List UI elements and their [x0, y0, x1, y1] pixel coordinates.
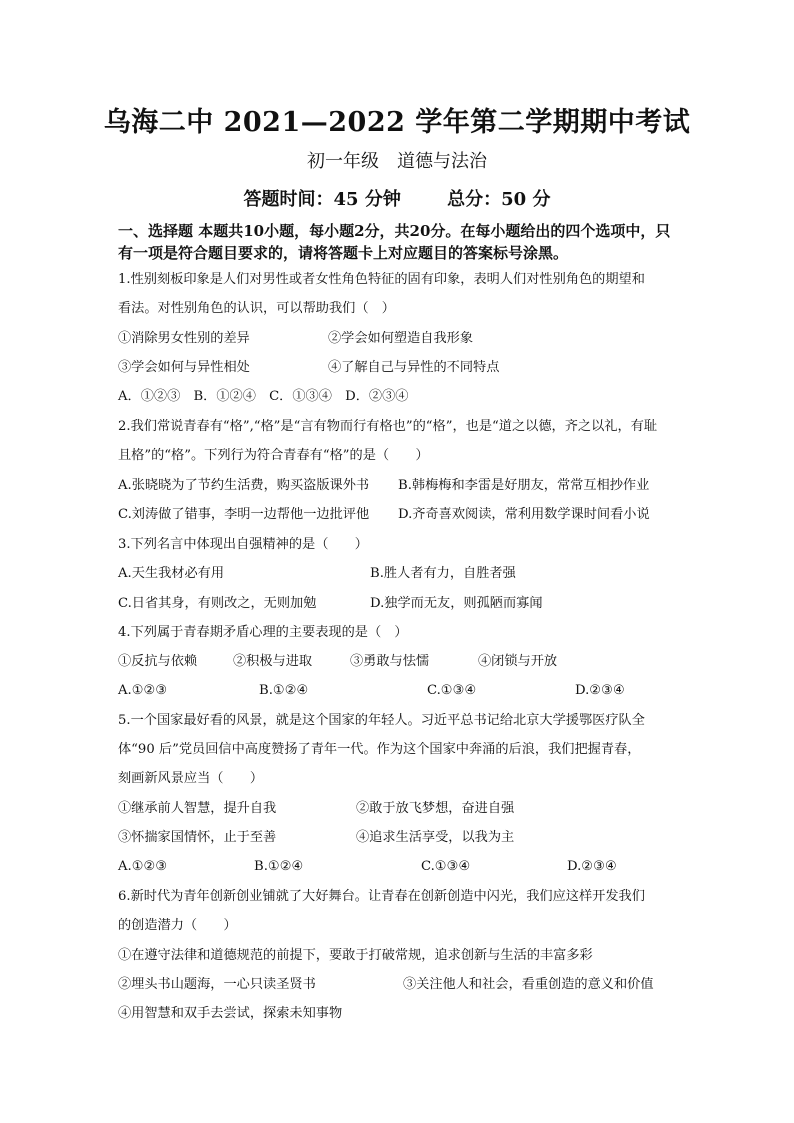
- q2-choice-c: C.刘涛做了错事，李明一边帮他一边批评他: [118, 507, 370, 522]
- q4-option-1: ①反抗与依赖: [118, 654, 198, 669]
- q6-option-3: ③关注他人和社会，看重创造的意义和价值: [403, 977, 654, 992]
- q2-stem-line2: 且格”的“格”。下列行为符合青春有“格”的是（ ）: [118, 448, 429, 463]
- q4-stem: 4.下列属于青春期矛盾心理的主要表现的是（ ）: [118, 625, 408, 640]
- q1-stem-line1: 1.性别刻板印象是人们对男性或者女性角色特征的固有印象，表明人们对性别角色的期望和: [118, 272, 645, 287]
- exam-time-score: [0, 185, 794, 211]
- q5-choice-b: B.①②④: [254, 859, 304, 874]
- q6-option-2: ②埋头书山题海，一心只读圣贤书: [118, 977, 316, 992]
- q1-option-4: ④了解自己与异性的不同特点: [328, 360, 500, 375]
- q3-choice-b: B.胜人者有力，自胜者强: [370, 566, 516, 581]
- exam-total-score: 总分：50 分: [447, 189, 551, 210]
- exam-time: 答题时间：45 分钟: [243, 189, 401, 210]
- q6-stem-line1: 6.新时代为青年创新创业铺就了大好舞台。让青春在创新创造中闪光，我们应这样开发我们: [118, 889, 645, 904]
- q6-stem-line2: 的创造潜力（ ）: [118, 918, 237, 933]
- q1-stem-line2: 看法。对性别角色的认识，可以帮助我们（ ）: [118, 301, 395, 316]
- q1-option-3: ③学会如何与异性相处: [118, 360, 250, 375]
- q1-option-2: ②学会如何塑造自我形象: [328, 331, 474, 346]
- q5-stem-line1: 5.一个国家最好看的风景，就是这个国家的年轻人。习近平总书记给北京大学援鄂医疗队全: [118, 713, 645, 728]
- q3-choice-c: C.日省其身，有则改之，无则加勉: [118, 596, 317, 611]
- q2-stem-line1: 2.我们常说青春有“格”,“格”是“言有物而行有格也”的“格”，也是“道之以德，齐之以礼，有耻: [118, 419, 658, 434]
- q5-stem-line3: 刻画新风景应当（ ）: [118, 771, 264, 786]
- q4-choice-a: A.①②③: [118, 683, 168, 698]
- exam-subtitle: 初一年级 道德与法治: [307, 151, 487, 172]
- q4-choice-c: C.①③④: [427, 683, 477, 698]
- q4-option-4: ④闭锁与开放: [478, 654, 558, 669]
- q5-option-1: ①继承前人智慧，提升自我: [118, 801, 277, 816]
- q5-choice-a: A.①②③: [118, 859, 168, 874]
- q5-option-3: ③怀揣家国情怀，止于至善: [118, 830, 277, 845]
- q1-option-1: ①消除男女性别的差异: [118, 331, 250, 346]
- q5-option-2: ②敢于放飞梦想，奋进自强: [356, 801, 515, 816]
- q3-stem: 3.下列名言中体现出自强精神的是（ ）: [118, 537, 368, 552]
- q3-choice-a: A.天生我材必有用: [118, 566, 225, 581]
- q5-stem-line2: 体“90 后”党员回信中高度赞扬了青年一代。作为这个国家中奔涌的后浪，我们把握青春，: [118, 742, 641, 757]
- q5-choice-d: D.②③④: [567, 859, 617, 874]
- q4-choice-d: D.②③④: [575, 683, 625, 698]
- q2-choice-b: B.韩梅梅和李雷是好朋友，常常互相抄作业: [398, 478, 650, 493]
- q5-option-4: ④追求生活享受，以我为主: [356, 830, 515, 845]
- q3-choice-d: D.独学而无友，则孤陋而寡闻: [370, 596, 543, 611]
- exam-title: 乌海二中 2021—2022 学年第二学期期中考试: [103, 107, 691, 138]
- q4-choice-b: B.①②④: [259, 683, 309, 698]
- q4-option-2: ②积极与进取: [233, 654, 313, 669]
- q4-option-3: ③勇敢与怯懦: [350, 654, 430, 669]
- section-instructions: 一、选择题 本题共10小题，每小题2分，共20分。在每小题给出的四个选项中，只有一项是符合题目要求的，请将答题卡上对应题目的答案标号涂黑。: [118, 222, 671, 262]
- q2-choice-a: A.张晓晓为了节约生活费，购买盗版课外书: [118, 478, 370, 493]
- q5-choice-c: C.①③④: [421, 859, 471, 874]
- q6-option-1: ①在遵守法律和道德规范的前提下，要敢于打破常规，追求创新与生活的丰富多彩: [118, 948, 593, 963]
- q1-answer-choices: A．①②③ B．①②④ C．①③④ D．②③④: [118, 389, 409, 404]
- q2-choice-d: D.齐奇喜欢阅读，常利用数学课时间看小说: [398, 507, 650, 522]
- q6-option-4: ④用智慧和双手去尝试，探索未知事物: [118, 1006, 343, 1021]
